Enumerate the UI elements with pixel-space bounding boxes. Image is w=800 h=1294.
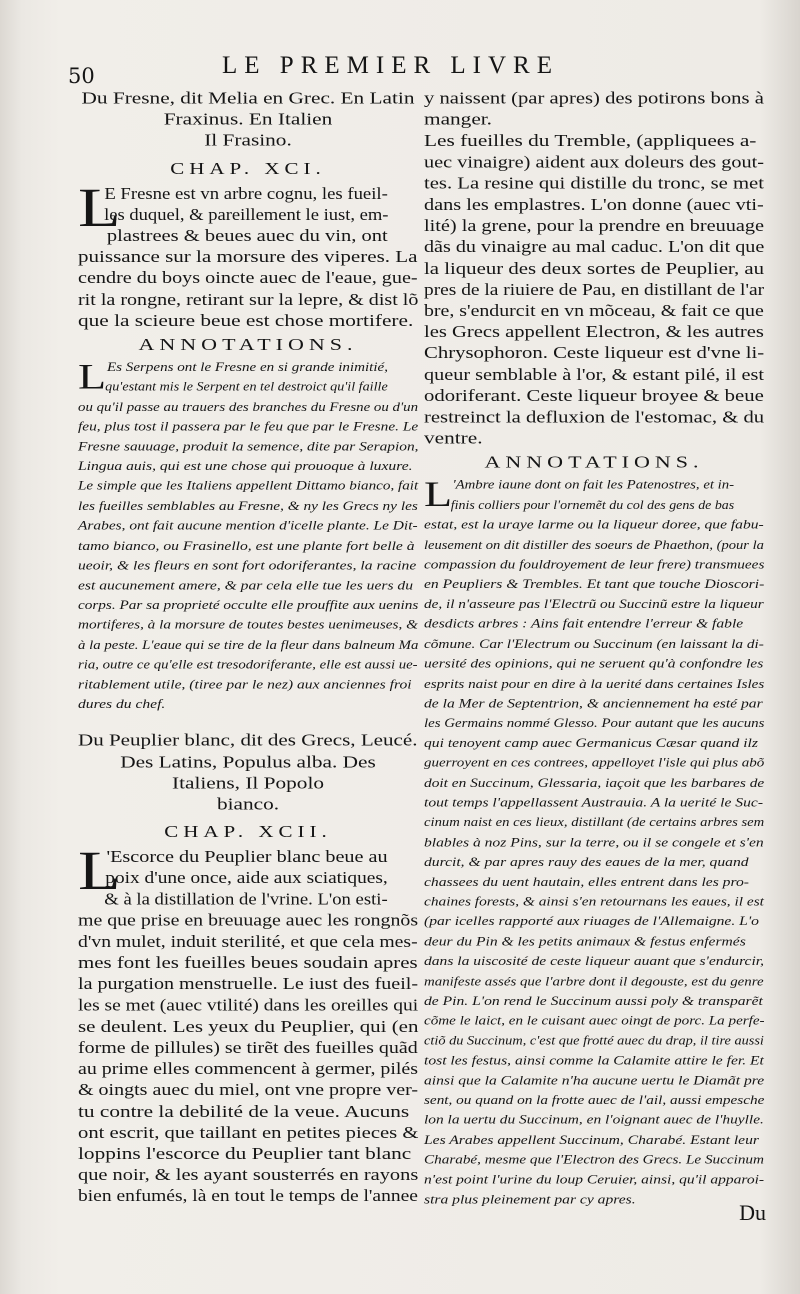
text-line: pres de la riuiere de Pau, en distillant de l'ar xyxy=(424,279,765,299)
text-line: lon la uertu du Succinum, en l'oignant auec de l'huylle. xyxy=(424,1113,764,1128)
text-line: mortiferes, à la morsure de toutes bestes uenimeuses, & xyxy=(78,618,418,632)
text-line: sent, ou quand on la frotte auec de l'ail, aussi empesche xyxy=(424,1093,765,1108)
text-line: de la Mer de Septentrion, & anciennement ha esté par xyxy=(424,697,763,711)
annotations-text-fresne xyxy=(78,358,418,715)
text-line: esprits naist pour en dire à la uerité dans certaines Isles xyxy=(424,677,765,691)
section-title-fresne xyxy=(78,88,418,152)
text-line: ou qu'il passe au trauers des branches du Fresne ou d'un xyxy=(78,400,419,414)
chapter-text-xci xyxy=(78,178,419,332)
text-line: n'est point l'urine du loup Ceruier, ainsi, qu'il apparoi- xyxy=(424,1173,765,1187)
running-title: LE PREMIER LIVRE xyxy=(222,52,559,79)
text-line: les se met (auec vtilité) dans les oreilles qui xyxy=(78,995,419,1015)
text-line: tout temps l'appellassent Austrauia. A la uerité le Suc- xyxy=(424,796,764,810)
text-line: bien enfumés, là en tout le temps de l'annee xyxy=(78,1186,418,1206)
drop-cap: L xyxy=(424,474,453,514)
text-line: me que prise en breuuage auec les rongnõs xyxy=(78,910,419,930)
text-line: durcit, & par apres rauy des eaues de la mer, quand xyxy=(424,855,749,870)
text-line: guerroyent en ces contrees, appelloyet l'isle qui plus abõ xyxy=(424,756,765,770)
text-line: est aucunement amere, & par cela elle tue les uers du xyxy=(78,579,414,593)
text-line: E Fresne est vn arbre cognu, les fueil- xyxy=(104,183,388,203)
text-line: ritablement utile, (tiree par le nez) aux anciennes froi xyxy=(78,678,412,692)
text-line: se deulent. Les yeux du Peuplier, qui (en xyxy=(78,1016,419,1036)
text-line: tu contre la debilité de la veue. Aucuns xyxy=(78,1101,410,1121)
text-line: bre, s'endurcit en vn mõceau, & fait ce que xyxy=(424,301,764,320)
text-line: Fresne sauuage, produit la semence, dite par Serapion, xyxy=(78,440,419,454)
right-column xyxy=(424,88,764,1210)
text-line: ctiõ du Succinum, c'est que frotté auec du drap, il tire aussi xyxy=(424,1034,764,1048)
text-line: en Peupliers & Trembles. Et tant que touche Dioscori- xyxy=(424,578,765,592)
text-line: cõme le laict, en le cuisant auec oingt de porc. La perfe- xyxy=(424,1014,765,1028)
text-line: uersité des opinions, qui ne seruent qu'à confondre les xyxy=(424,657,764,671)
text-line: cõmune. Car l'Electrum ou Succinum (en laissant la di- xyxy=(424,637,764,651)
text-line: tes. La resine qui distille du tronc, se met xyxy=(424,173,764,193)
page-header xyxy=(62,50,782,90)
text-line: ventre. xyxy=(424,428,483,448)
text-line: de, il n'asseure pas l'Electrũ ou Succinũ estre la liqueur xyxy=(424,597,764,612)
text-line: d'vn mulet, induit sterilité, et que cela mes- xyxy=(78,931,418,951)
text-line: restreinct la defluxion de l'estomac, & du xyxy=(424,407,765,427)
text-line: ria, outre ce qu'elle est tresodoriferante, elle est aussi ue- xyxy=(78,658,418,672)
text-line: Fraxinus. En Italien xyxy=(163,109,333,129)
text-line: estat, est la uraye larme ou la liqueur doree, que fabu- xyxy=(424,518,764,532)
text-line: Italiens, Il Popolo xyxy=(171,773,325,793)
catchword: Du xyxy=(739,1200,766,1225)
text-line: 'Ambre iaune dont on fait les Patenostres, et in- xyxy=(452,478,735,493)
text-line: compassion du fouldroyement de leur frere) transmuees xyxy=(424,558,765,572)
text-line: Arabes, ont fait aucune mention d'icelle plante. Le Dit- xyxy=(78,519,418,533)
text-line: dans la uiscosité de ceste liqueur auant que s'endurcir, xyxy=(424,955,764,969)
text-line: 'Escorce du Peuplier blanc beue au xyxy=(106,847,388,866)
text-line: Des Latins, Populus alba. Des xyxy=(120,752,376,771)
text-line: puissance sur la morsure des viperes. La xyxy=(78,247,418,267)
text-line: tamo bianco, ou Frasinello, est une plante fort belle à xyxy=(78,539,415,553)
chapter-text-xcii xyxy=(78,841,419,1207)
text-line: ont escrit, que taillant en petites pieces & xyxy=(78,1122,419,1142)
text-line: odoriferant. Ceste liqueur broyee & beue xyxy=(424,386,764,405)
text-line: tost les festus, ainsi comme la Calamite attire le fer. Et xyxy=(424,1054,764,1068)
text-line: plastrees & beues auec du vin, ont xyxy=(106,226,388,245)
text-line: doit en Succinum, Glessaria, iaçoit que les barbares de xyxy=(424,776,765,790)
section-title-peuplier xyxy=(78,730,418,815)
chapter-heading-xcii: CHAP. XCII. xyxy=(164,822,332,841)
text-line: bianco. xyxy=(216,794,280,814)
text-line: loppins l'escorce du Peuplier tant blanc xyxy=(78,1144,412,1163)
text-line: la purgation menstruelle. Le iust des fueil- xyxy=(78,974,419,994)
folio-number: 50 xyxy=(68,64,95,88)
text-line: deur du Pin & les petits animaux & festus enfermés xyxy=(424,935,746,949)
text-line: uec vinaigre) aident aux doleurs des gout- xyxy=(424,152,765,172)
text-line: ueoir, & les fleurs en sont fort odoriferantes, la racine xyxy=(78,559,417,573)
text-line: ainsi que la Calamite n'ha aucune uertu le Diamãt pre xyxy=(424,1074,765,1088)
text-line: rit la rongne, retirant sur la lepre, & dist lõ xyxy=(78,289,419,309)
text-line: les fueilles semblables au Fresne, & ny les Grecs ny les xyxy=(78,499,418,514)
body-text-continued xyxy=(424,88,764,449)
drop-cap: L xyxy=(78,356,107,397)
text-line: que la scieure beue est chose mortifere. xyxy=(78,310,414,330)
text-line: corps. Par sa proprieté occulte elle prouffite aux uenins xyxy=(78,598,419,613)
text-line: la liqueur des deux sortes de Peuplier, au xyxy=(424,258,765,278)
text-line: lité) la grene, pour la prendre en breuuage xyxy=(424,216,764,235)
text-line: Charabé, mesme que l'Electron des Grecs. Le Succinum xyxy=(424,1153,764,1167)
text-line: finis colliers pour l'ornemẽt du col des gens de bas xyxy=(450,498,735,512)
text-line: Du Fresne, dit Melia en Grec. En Latin xyxy=(81,88,415,108)
text-line: dãs du vinaigre au mal caduc. L'on dit que xyxy=(424,237,765,257)
text-line: (par icelles rapporté aux riuages de l'Allemaigne. L'o xyxy=(424,915,759,929)
text-line: mes font les fueilles beues soudain apres xyxy=(78,953,418,972)
text-line: leusement on dit distiller des soeurs de Phaethon, (pour la xyxy=(424,538,764,552)
text-line: Les fueilles du Tremble, (appliquees a- xyxy=(424,131,757,151)
text-line: les Grecs appellent Electron, & les autres xyxy=(424,322,764,342)
text-line: les Germains nommé Glesso. Pour autant que les aucuns xyxy=(424,716,765,731)
drop-cap: L xyxy=(78,178,121,239)
text-line: Les Arabes appellent Succinum, Charabé. Estant leur xyxy=(424,1133,759,1147)
text-line: cinum naist en ces lieux, distillant (de certains arbres sem xyxy=(424,816,765,830)
text-line: Es Serpens ont le Fresne en si grande inimitié, xyxy=(106,361,388,375)
text-line: Il Frasino. xyxy=(204,131,292,150)
text-line: les duquel, & pareillement le iust, em- xyxy=(104,204,389,224)
text-line: que noir, & les ayant sousterrés en rayons xyxy=(78,1165,419,1185)
text-line: qu'estant mis le Serpent en tel destroict qu'il faille xyxy=(105,380,388,395)
text-line: Chrysophoron. Ceste liqueur est d'vne li- xyxy=(424,343,765,363)
text-line: Le simple que les Italiens appellent Dittamo bianco, fait xyxy=(78,479,419,494)
text-line: qui tenoyent camp auec Germanicus Cæsar quand ilz xyxy=(424,736,758,751)
annotations-text-ambre xyxy=(424,476,764,1210)
text-line: desdicts arbres : Ains fait entendre l'erreur & fable xyxy=(424,617,744,632)
text-line: de Pin. L'on rend le Succinum aussi poly & transparẽt xyxy=(424,994,763,1009)
text-line: blables à noz Pins, sur la terre, ou il se congele et s'en xyxy=(424,836,764,850)
annotations-heading: ANNOTATIONS. xyxy=(484,452,704,472)
left-column xyxy=(78,88,418,1207)
text-line: manger. xyxy=(424,110,493,129)
chapter-heading-xci: CHAP. XCI. xyxy=(170,158,326,178)
text-line: poix d'une once, aide aux sciatiques, xyxy=(105,868,388,888)
text-line: chaines forests, & ainsi s'en retournans les eaues, il est xyxy=(424,895,764,909)
text-line: y naissent (par apres) des potirons bons à xyxy=(424,88,764,108)
text-line: & oingts auec du miel, ont vne propre ver- xyxy=(78,1080,419,1100)
text-line: & à la distillation de l'vrine. L'on esti- xyxy=(104,889,388,909)
text-line: au prime elles commencent à germer, pilés xyxy=(78,1059,418,1078)
drop-cap: L xyxy=(78,841,121,902)
text-line: feu, plus tost il passera par le feu que par le Fresne. Le xyxy=(78,420,419,434)
text-line: forme de pillules) se tirẽt des fueilles quãd xyxy=(78,1038,418,1057)
text-line: cendre du boys oincte auec de l'eaue, gue- xyxy=(78,268,418,288)
annotations-heading: ANNOTATIONS. xyxy=(138,334,358,355)
text-line: dans les emplastres. L'on donne (auec vti- xyxy=(424,195,764,214)
text-line: chassees du uent hautain, elles entrent dans les pro- xyxy=(424,875,749,889)
text-line: manifeste assés que l'arbre dont il degouste, est du genre xyxy=(424,974,764,989)
text-line: à la peste. L'eaue qui se tire de la fleur dans balneum Ma xyxy=(78,638,419,652)
text-line: Lingua auis, qui est une chose qui prouoque à luxure. xyxy=(78,460,413,474)
text-line: Du Peuplier blanc, dit des Grecs, Leucé. xyxy=(78,730,418,750)
text-line: stra plus pleinement par cy apres. xyxy=(424,1193,636,1207)
text-line: dures du chef. xyxy=(78,697,166,712)
text-line: queur semblable à l'or, & estant pilé, il est xyxy=(424,364,764,384)
